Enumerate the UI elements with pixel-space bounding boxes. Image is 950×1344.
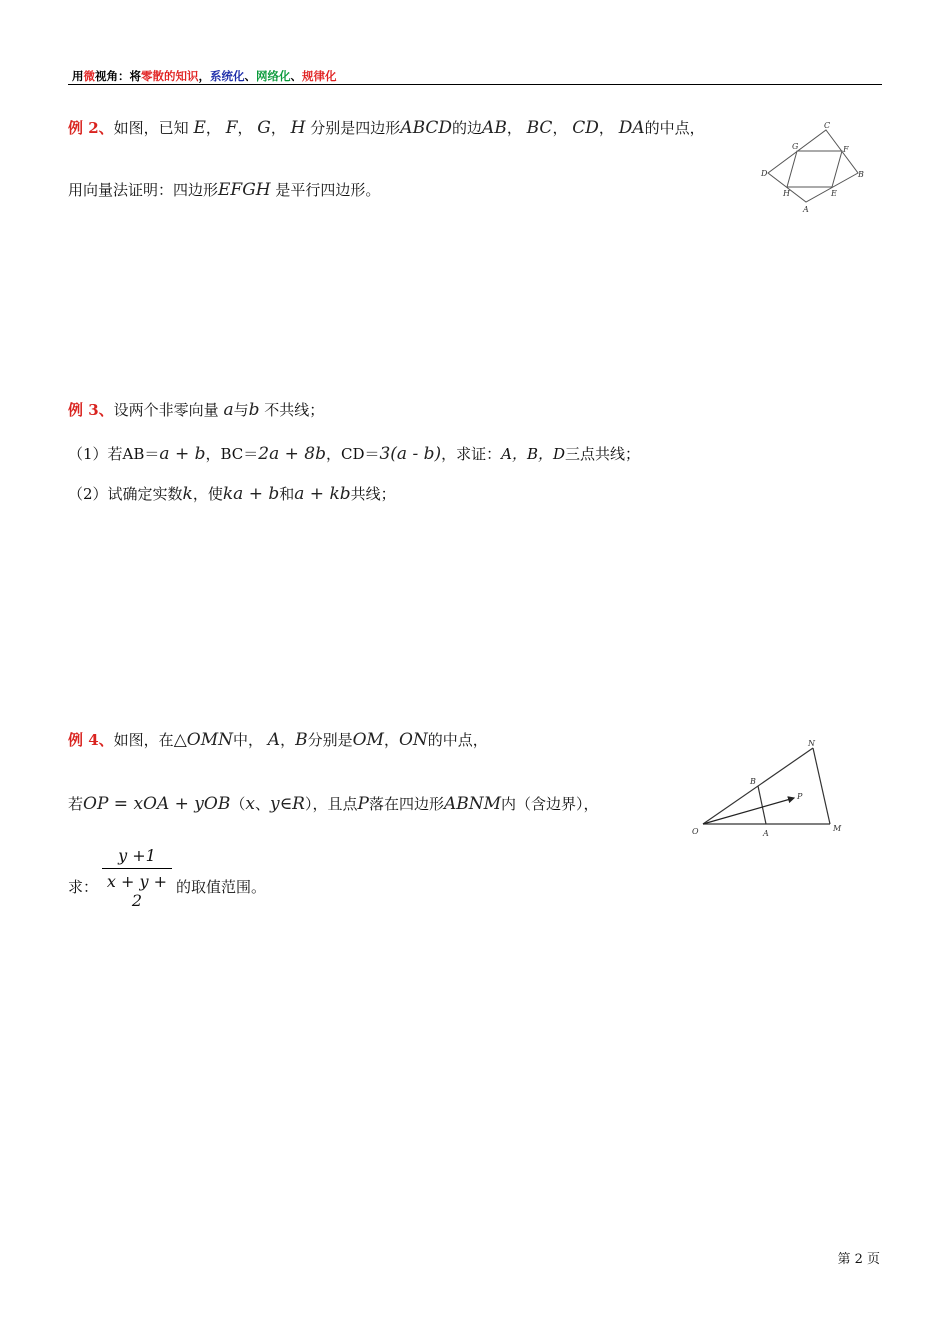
vector-op [703, 798, 794, 824]
math: F [225, 118, 238, 138]
math: 2a + 8b [258, 444, 326, 464]
ex4-label: 例 4、 [68, 731, 114, 749]
fig-label: D [761, 169, 768, 178]
segment-ab [758, 786, 766, 824]
math: OM [352, 730, 384, 750]
triangle-symbol: △ [173, 730, 187, 750]
text: ，BC＝ [205, 445, 259, 463]
fraction-denominator: x + y + 2 [106, 872, 168, 910]
quad-abcd [768, 130, 858, 202]
ex2-line1 [68, 120, 705, 137]
fig-label: M [833, 824, 842, 833]
math: a + b [159, 444, 206, 464]
ex4-line2 [68, 796, 599, 813]
text: 若 [68, 795, 84, 813]
ex3-label: 例 3、 [68, 401, 114, 419]
text: 如图，在 [113, 731, 174, 749]
math: P [357, 794, 369, 814]
header-part: ， [198, 69, 210, 83]
fraction-bar [102, 868, 172, 869]
math: ka + b [222, 484, 280, 504]
text: 中， [232, 731, 263, 749]
math: ABNM [443, 794, 502, 814]
ex4-line1 [68, 732, 488, 749]
header-part: 微 [83, 69, 95, 83]
page-number: 第 2 页 [837, 1252, 880, 1267]
math: OMN [186, 730, 233, 750]
math: ABCD [400, 118, 453, 138]
math: 3(a - b) [379, 444, 442, 464]
ex3-line3 [68, 486, 396, 503]
text: 共线； [350, 485, 396, 503]
fig-label: P [797, 792, 803, 801]
math: B [295, 730, 308, 750]
fig-label: N [808, 739, 815, 748]
text: 不共线； [264, 401, 325, 419]
text: 内（含边界）， [501, 795, 599, 813]
text: 的取值范围。 [176, 878, 267, 896]
text: 求： [68, 878, 99, 896]
fig-label: F [843, 145, 849, 154]
text: 三点共线； [565, 445, 641, 463]
text: 是平行四边形。 [275, 181, 381, 199]
text: A，B，D [501, 445, 566, 463]
ex2-line2 [68, 182, 380, 199]
segment-nm [813, 748, 830, 824]
math: CD [572, 118, 599, 138]
header-rule [68, 84, 882, 85]
text: ， [237, 119, 253, 137]
math: y∈R [269, 794, 305, 814]
text: 分别是四边形 [310, 119, 401, 137]
header-part: 、 [290, 69, 302, 83]
fraction-numerator: y +1 [118, 846, 156, 865]
math: A [267, 730, 281, 750]
text: 如图，已知 [113, 119, 189, 137]
math: a + kb [294, 484, 351, 504]
text: 分别是 [307, 731, 353, 749]
ex3-line2 [68, 446, 640, 463]
math: BC [526, 118, 553, 138]
fig-label: H [783, 189, 790, 198]
header-part: 用 [72, 69, 84, 83]
text: ， [506, 119, 522, 137]
text: 的边 [452, 119, 483, 137]
math: H [290, 118, 306, 138]
triangle-figure [688, 736, 848, 840]
page-header [72, 68, 337, 84]
math: G [257, 118, 271, 138]
fig-label: O [692, 827, 699, 836]
fig-label: A [803, 205, 809, 214]
text: ， [552, 119, 568, 137]
fraction [102, 846, 172, 910]
text: ，求证： [441, 445, 502, 463]
text: ，CD＝ [325, 445, 380, 463]
fig-label: B [750, 777, 756, 786]
header-part: 视角：将 [95, 69, 141, 83]
text: ， [598, 119, 614, 137]
fig-label: A [763, 829, 769, 838]
text: ， [270, 119, 286, 137]
text: 与 [233, 401, 249, 419]
ex3-line1 [68, 402, 324, 419]
math: x [245, 794, 255, 814]
text: （ [230, 795, 246, 813]
math: OP = xOA + yOB [83, 794, 231, 814]
text: ， [280, 731, 296, 749]
ex2-label: 例 2、 [68, 119, 114, 137]
math: AB [482, 118, 507, 138]
header-part: 规律化 [302, 69, 337, 83]
text: 设两个非零向量 [113, 401, 219, 419]
math: k [182, 484, 193, 504]
header-part: 系统化 [210, 69, 245, 83]
text: 用向量法证明：四边形 [68, 181, 219, 199]
math: b [248, 400, 260, 420]
text: ，使 [192, 485, 223, 503]
text: 和 [279, 485, 295, 503]
text: 、 [254, 795, 270, 813]
ex4-line3-prefix [68, 880, 98, 895]
header-part: 网络化 [256, 69, 291, 83]
text: 的中点， [644, 119, 705, 137]
math: E [193, 118, 206, 138]
text: 的中点， [427, 731, 488, 749]
quad-efgh [787, 151, 842, 187]
quadrilateral-figure [758, 118, 870, 218]
fig-label: B [858, 170, 864, 179]
text: （1）若AB＝ [68, 445, 160, 463]
fig-label: E [831, 189, 837, 198]
fig-label: G [792, 142, 799, 151]
header-part: 零散的知识 [141, 69, 199, 83]
math: EFGH [218, 180, 271, 200]
text: ， [205, 119, 221, 137]
math: a [223, 400, 234, 420]
text: ， [383, 731, 399, 749]
text: （2）试确定实数 [68, 485, 183, 503]
math: ON [398, 730, 428, 750]
math: DA [618, 118, 645, 138]
ex4-line3-suffix [176, 880, 266, 895]
text: 落在四边形 [368, 795, 444, 813]
header-part: 、 [244, 69, 256, 83]
fig-label: C [824, 121, 831, 130]
text: ），且点 [304, 795, 358, 813]
